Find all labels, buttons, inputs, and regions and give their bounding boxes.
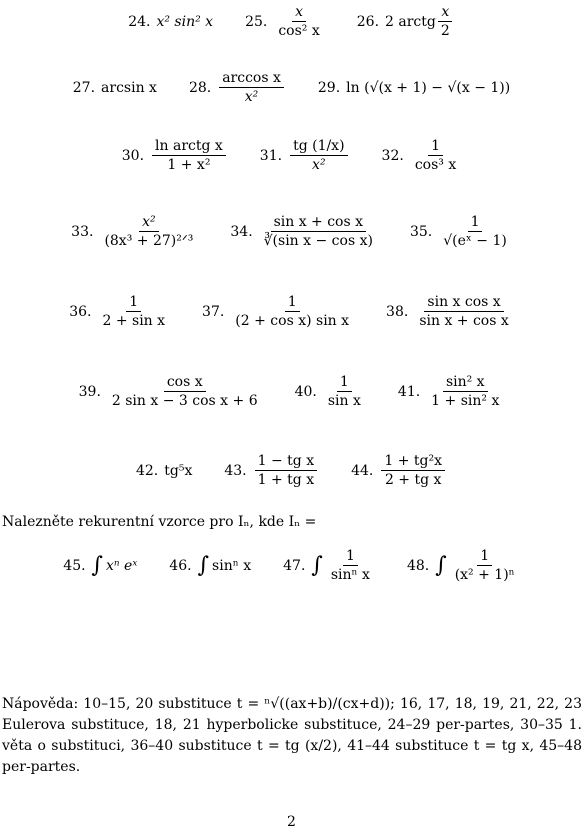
problem-number: 28. <box>188 79 212 96</box>
numerator: sin² x <box>443 374 488 392</box>
integral-sign: ∫ <box>197 553 210 579</box>
denominator: 1 + sin² x <box>431 393 500 410</box>
fraction <box>428 374 502 409</box>
fraction <box>152 138 226 173</box>
problem-row-6 <box>0 374 583 409</box>
problem-number: 44. <box>351 462 374 479</box>
denominator: 2 sin x − 3 cos x + 6 <box>111 393 258 410</box>
integral-sign: ∫ <box>91 553 104 579</box>
problem-row-5 <box>0 294 583 329</box>
fraction <box>412 138 459 173</box>
problem-number: 43. <box>224 462 247 479</box>
problem-31 <box>260 138 350 173</box>
problem-45 <box>63 553 137 578</box>
problem-row-7 <box>0 453 583 488</box>
problem-number: 30. <box>121 147 145 164</box>
fraction <box>109 374 261 409</box>
problem-row-4 <box>0 214 583 249</box>
problem-34 <box>230 214 378 249</box>
problem-46 <box>169 553 251 578</box>
problem-36 <box>69 294 170 329</box>
problem-37 <box>202 294 354 329</box>
fraction <box>261 214 376 249</box>
numerator: 1 <box>126 294 141 312</box>
numerator: 1 <box>285 294 300 312</box>
numerator: sin x + cos x <box>271 214 366 232</box>
denominator: ∛(sin x − cos x) <box>263 233 373 250</box>
problem-number: 32. <box>381 147 404 164</box>
problem-30 <box>122 138 228 173</box>
numerator: sin x cos x <box>424 294 503 312</box>
problem-number: 31. <box>259 147 283 164</box>
denominator: 1 + x² <box>167 157 211 174</box>
problem-expression: x² sin² x <box>156 13 214 30</box>
problem-row-2 <box>0 70 583 105</box>
recurrence-heading: Nalezněte rekurentní vzorce pro Iₙ, kde Iₙ = <box>2 514 317 530</box>
denominator: cos³ x <box>414 157 457 174</box>
problem-number: 39. <box>78 383 101 400</box>
fraction <box>101 214 196 249</box>
problem-prefix: 2 arctg <box>385 13 436 30</box>
numerator: 1 − tg x <box>255 453 317 471</box>
denominator: sinⁿ x <box>330 567 370 584</box>
problem-48 <box>407 548 520 583</box>
integral-sign: ∫ <box>311 553 323 579</box>
denominator: 2 + tg x <box>384 472 442 489</box>
problem-25 <box>245 4 325 39</box>
numerator: 1 <box>428 138 443 156</box>
fraction <box>99 294 168 329</box>
numerator: 1 <box>468 214 483 232</box>
problem-43 <box>224 453 319 488</box>
denominator: sin x + cos x <box>419 313 509 330</box>
denominator: 2 + sin x <box>102 313 166 330</box>
problem-expression: xⁿ eˣ <box>106 557 138 574</box>
hint-paragraph: Nápověda: 10–15, 20 substituce t = ⁿ√((ax+b)/(cx+d)); 16, 17, 18, 19, 21, 22, 23 Eulerova substituce, 18, 21 hyperbolicke substituce, 24–29 per-partes, 30–35 1. věta o substituci, 36–40 substituce t = tg (x/2), 41–44 substituce t = tg x, 45–48 per-partes. <box>2 696 582 775</box>
problem-number: 40. <box>294 383 317 400</box>
problem-40 <box>295 374 366 409</box>
numerator: arccos x <box>219 70 284 88</box>
problem-35 <box>410 214 512 249</box>
fraction <box>452 548 518 583</box>
problem-number: 48. <box>406 557 430 574</box>
problem-number: 26. <box>356 13 380 30</box>
denominator: sin x <box>327 393 361 410</box>
numerator: x <box>438 4 452 22</box>
problem-number: 45. <box>63 557 86 574</box>
numerator: 1 + tg²x <box>381 453 445 471</box>
denominator: x² <box>244 89 259 106</box>
fraction <box>275 4 322 39</box>
problem-number: 33. <box>71 223 94 240</box>
fraction <box>328 548 373 583</box>
numerator: 1 <box>477 548 492 566</box>
problem-number: 47. <box>283 557 306 574</box>
fraction <box>416 294 511 329</box>
problem-number: 46. <box>169 557 192 574</box>
problem-27 <box>73 80 157 96</box>
denominator: 1 + tg x <box>257 472 315 489</box>
problem-number: 38. <box>386 303 409 320</box>
problem-row-1 <box>0 4 583 39</box>
fraction <box>232 294 352 329</box>
fraction <box>381 453 445 488</box>
numerator: ln arctg x <box>152 138 226 156</box>
problem-26 <box>357 4 455 39</box>
problem-44 <box>351 453 447 488</box>
problem-number: 36. <box>69 303 92 320</box>
problem-38 <box>386 294 514 329</box>
numerator: cos x <box>164 374 206 392</box>
denominator: x² <box>312 157 326 174</box>
problem-expression: ln (√(x + 1) − √(x − 1)) <box>346 79 511 96</box>
problem-29 <box>318 80 510 96</box>
problem-28 <box>189 70 286 105</box>
problem-42 <box>136 463 192 479</box>
fraction <box>255 453 317 488</box>
problem-32 <box>382 138 462 173</box>
problem-number: 29. <box>317 79 341 96</box>
problem-number: 34. <box>230 223 253 240</box>
numerator: x <box>292 4 306 22</box>
problem-number: 37. <box>202 303 225 320</box>
numerator: 1 <box>343 548 358 566</box>
problem-24 <box>128 14 213 30</box>
denominator: cos² x <box>278 23 320 40</box>
numerator: 1 <box>337 374 352 392</box>
problem-number: 24. <box>128 13 151 30</box>
problem-number: 25. <box>245 13 268 30</box>
problem-39 <box>79 374 263 409</box>
numerator: tg (1/x) <box>290 138 347 156</box>
integral-sign: ∫ <box>435 553 447 579</box>
problem-expression: arcsin x <box>101 79 157 96</box>
problem-41 <box>398 374 504 409</box>
problem-47 <box>283 548 375 583</box>
problem-number: 27. <box>72 79 96 96</box>
denominator: (8x³ + 27)²ᐟ³ <box>104 233 194 250</box>
page-number: 2 <box>287 814 296 830</box>
denominator: (2 + cos x) sin x <box>235 313 350 330</box>
fraction <box>325 374 364 409</box>
fraction <box>438 4 453 39</box>
problem-expression: sinⁿ x <box>212 557 252 574</box>
problem-number: 35. <box>409 223 433 240</box>
problem-expression: tg⁵x <box>164 462 193 479</box>
numerator: x² <box>139 214 159 232</box>
fraction <box>440 214 510 249</box>
problem-number: 42. <box>135 462 159 479</box>
denominator: (x² + 1)ⁿ <box>454 567 515 584</box>
fraction <box>290 138 347 173</box>
denominator: √(eˣ − 1) <box>443 233 507 250</box>
fraction <box>219 70 284 105</box>
problem-row-3 <box>0 138 583 173</box>
problem-33 <box>71 214 198 249</box>
denominator: 2 <box>440 23 450 40</box>
integral-row <box>0 548 583 583</box>
problem-number: 41. <box>397 383 421 400</box>
